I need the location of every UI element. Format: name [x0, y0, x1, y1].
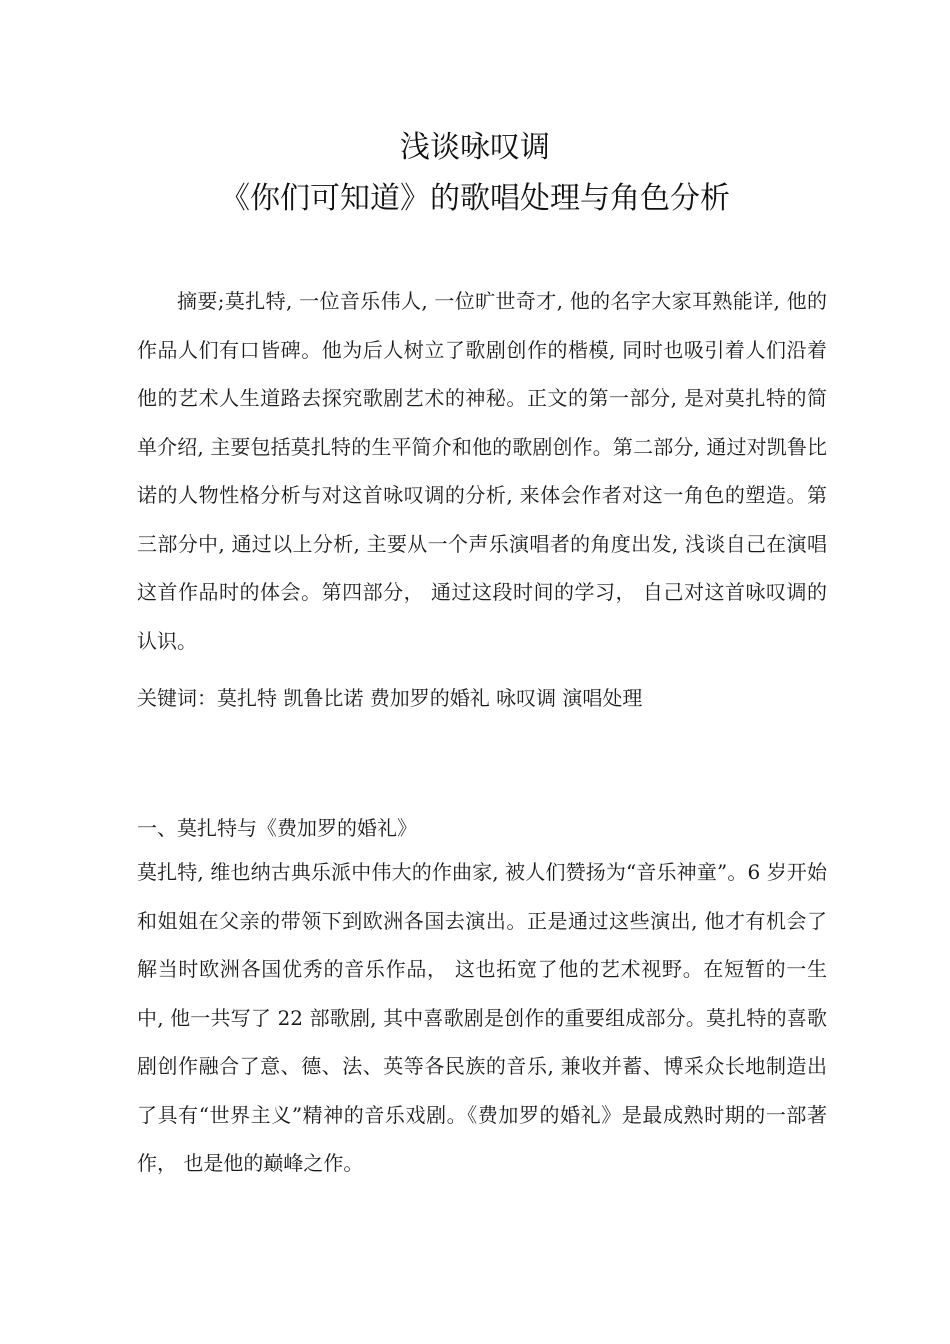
abstract-paragraph: 摘要;莫扎特, 一位音乐伟人, 一位旷世奇才, 他的名字大家耳熟能详, 他的作品人们有口皆碑。他为后人树立了歌剧创作的楷模, 同时也吸引着人们沿着他的艺术人生道路去探究歌剧艺术的神秘。正文的第一部分, 是对莫扎特的简单介绍, 主要包括莫扎特的生平简介和他的歌剧创作。第二部分, 通过对凯鲁比诺的人物性格分析与对这首咏叹调的分析, 来体会作者对这一角色的塑造。第三部分中, 通过以上分析, 主要从一个声乐演唱者的角度出发, 浅谈自己在演唱这首作品时的体会。第四部分， 通过这段时间的学习， 自己对这首咏叹调的认识。	[137, 289, 827, 653]
section-1-heading: 一、莫扎特与《费加罗的婚礼》	[137, 816, 417, 840]
title-line-1: 浅谈咏叹调	[400, 130, 550, 165]
keywords-line: 关键词：莫扎特 凯鲁比诺 费加罗的婚礼 咏叹调 演唱处理	[137, 686, 643, 710]
section-1-body: 莫扎特, 维也纳古典乐派中伟大的作曲家, 被人们赞扬为“音乐神童”。6 岁开始和姐姐在父亲的带领下到欧洲各国去演出。正是通过这些演出, 他才有机会了解当时欧洲各国优秀的音乐作品， 这也拓宽了他的艺术视野。在短暂的一生中, 他一共写了 22 部歌剧, 其中喜歌剧是创作的重要组成部分。莫扎特的喜歌剧创作融合了意、德、法、英等各民族的音乐, 兼收并蓄、博采众长地制造出了具有“世界主义”精神的音乐戏剧。《费加罗的婚礼》是最成熟时期的一部著作， 也是他的巅峰之作。	[137, 860, 827, 1175]
title-line-2: 《你们可知道》的歌唱处理与角色分析	[220, 181, 730, 216]
